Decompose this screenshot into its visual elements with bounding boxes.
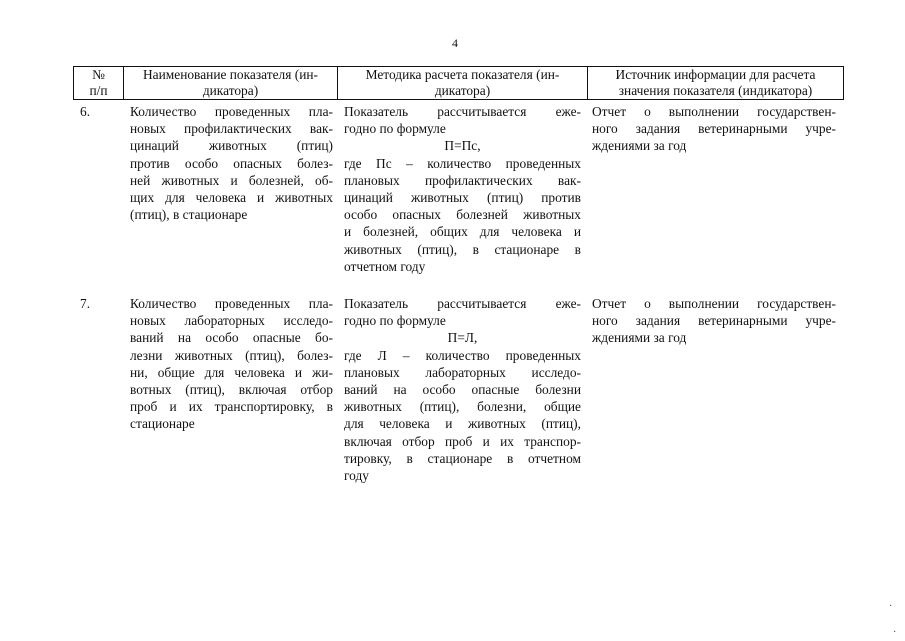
method-line: тировку, в стационаре в отчетном <box>344 450 581 466</box>
scan-speck: · <box>889 601 893 612</box>
source-line: Отчет о выполнении государствен- <box>592 296 836 311</box>
indicator-name <box>130 295 333 433</box>
name-line: ней животных и болезней, об- <box>130 172 333 188</box>
method-line: цинаций животных (птиц) против <box>344 190 581 206</box>
name-line: ни, общие для человека и жи- <box>130 364 333 380</box>
source-line: ного задания ветеринарными учре- <box>592 313 836 329</box>
name-line: лезни животных (птиц), болез- <box>130 347 333 363</box>
header-text: Методика расчета показателя (ин- <box>365 67 560 82</box>
method-line: включая отбор проб и их транспор- <box>344 433 581 449</box>
information-source <box>592 295 836 347</box>
name-line: Количество проведенных пла- <box>130 296 333 311</box>
formula: П=Л, <box>447 330 478 346</box>
indicator-name <box>130 103 333 223</box>
formula: П=Пс, <box>444 138 481 154</box>
method-line: плановых профилактических вак- <box>344 172 581 188</box>
name-line: стационаре <box>130 416 195 432</box>
header-text: № <box>92 67 105 82</box>
page-number: 4 <box>452 36 458 50</box>
method-line: плановых лабораторных исследо- <box>344 364 581 380</box>
row-number: 6. <box>80 104 91 119</box>
method-line: Показатель рассчитывается еже- <box>344 296 581 311</box>
name-line: Количество проведенных пла- <box>130 104 333 119</box>
method-line: животных (птиц), в стационаре в <box>344 241 581 257</box>
header-text: значения показателя (индикатора) <box>618 83 813 98</box>
table-header <box>73 66 844 100</box>
calculation-method <box>344 103 581 275</box>
row-number: 7. <box>80 296 91 311</box>
method-line: годно по формуле <box>344 121 446 137</box>
method-line: особо опасных болезней животных <box>344 207 581 223</box>
method-line: ваний на особо опасные болезни <box>344 382 581 398</box>
source-line: Отчет о выполнении государствен- <box>592 104 836 119</box>
name-line: проб и их транспортировку, в <box>130 399 333 415</box>
name-line: ваний на особо опасные бо- <box>130 330 333 346</box>
name-line: новых лабораторных исследо- <box>130 313 333 329</box>
source-line: ждениями за год <box>592 138 687 154</box>
method-line: годно по формуле <box>344 313 446 329</box>
calculation-method <box>344 295 581 484</box>
source-line: ного задания ветеринарными учре- <box>592 121 836 137</box>
scan-speck: · <box>893 627 897 638</box>
header-text: Источник информации для расчета <box>615 67 816 82</box>
name-line: новых профилактических вак- <box>130 121 333 137</box>
name-line: (птиц), в стационаре <box>130 207 248 223</box>
header-text: дикатора) <box>202 83 259 98</box>
name-line: вотных (птиц), включая отбор <box>130 382 333 398</box>
header-col-name <box>124 67 338 100</box>
name-line: против особо опасных болез- <box>130 155 333 171</box>
information-source <box>592 103 836 155</box>
header-col-source <box>588 67 844 100</box>
method-line: где Пс – количество проведенных <box>344 155 581 171</box>
method-line: для человека и животных (птиц), <box>344 416 581 432</box>
header-col-number <box>74 67 124 100</box>
name-line: цинаций животных (птиц) <box>130 138 333 154</box>
header-text: п/п <box>89 83 108 98</box>
name-line: щих для человека и животных <box>130 190 333 206</box>
header-col-method <box>338 67 588 100</box>
method-line: и болезней, общих для человека и <box>344 224 581 240</box>
method-line: где Л – количество проведенных <box>344 347 581 363</box>
method-line: животных (птиц), болезни, общие <box>344 399 581 415</box>
source-line: ждениями за год <box>592 330 687 346</box>
method-line: Показатель рассчитывается еже- <box>344 104 581 119</box>
method-line: отчетном году <box>344 258 426 274</box>
header-text: дикатора) <box>434 83 491 98</box>
header-text: Наименование показателя (ин- <box>143 67 318 82</box>
method-line: году <box>344 468 369 484</box>
